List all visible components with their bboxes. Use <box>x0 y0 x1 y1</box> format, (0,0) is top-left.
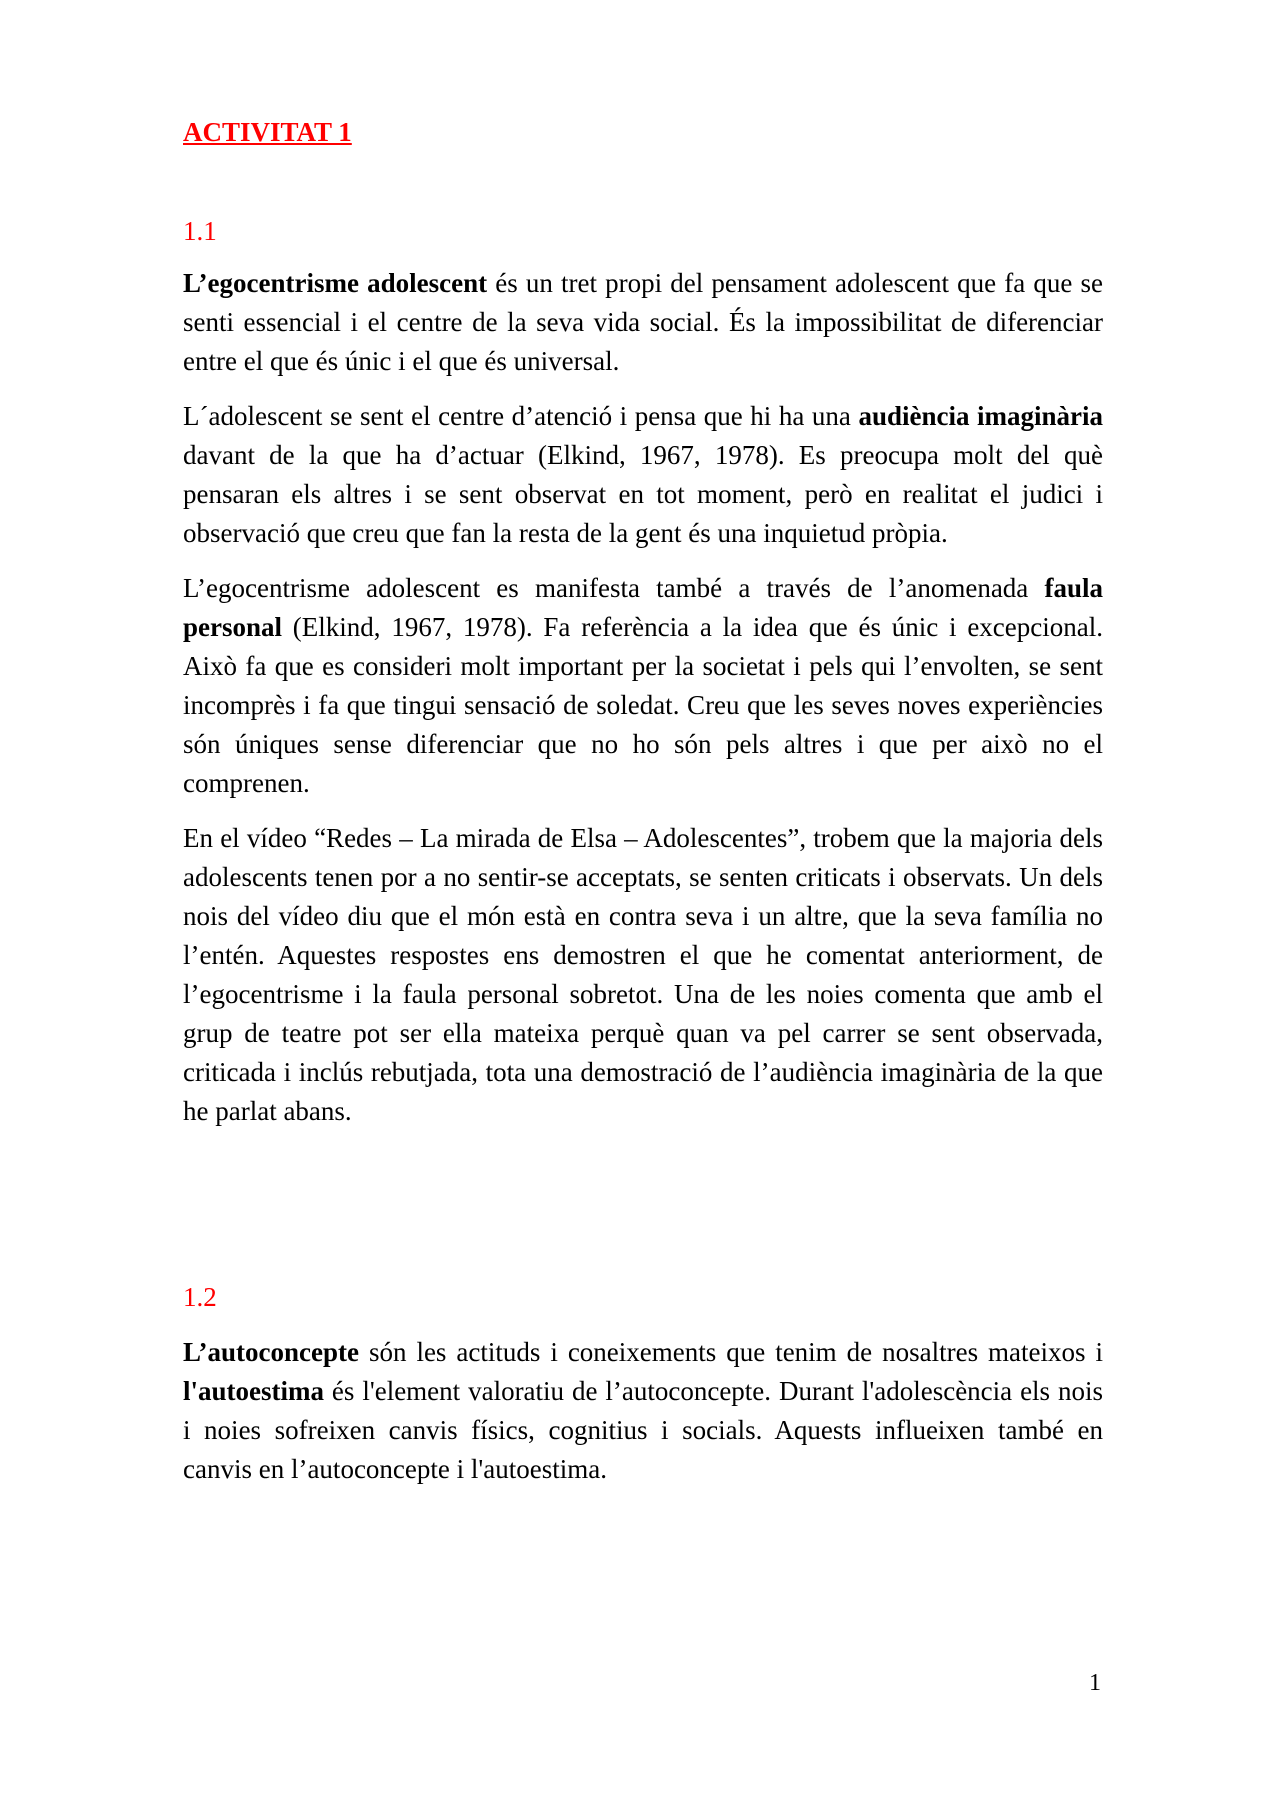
document-title: ACTIVITAT 1 <box>183 117 352 147</box>
paragraph-text: és un tret propi del pensament adolescent que fa que se senti essencial i el centre de la seva vida social. És la impossibilitat de diferenciar entre el que és únic i el que és universal. <box>183 268 1104 376</box>
paragraph-faula <box>183 569 1103 803</box>
term-audiencia-imaginaria: audiència imaginària <box>858 401 1104 431</box>
paragraph-text: és l'element valoratiu de l’autoconcepte. Durant l'adolescència els nois i noies sofreixen canvis físics, cognitius i socials. Aquests influeixen també en canvis en l’autoconcepte i l'autoestima. <box>183 1376 1103 1484</box>
term-autoconcepte: L’autoconcepte <box>183 1337 359 1367</box>
term-faula-personal: faula personal <box>183 573 1103 642</box>
paragraph-text: L´adolescent se sent el centre d’atenció i pensa que hi ha una <box>183 401 859 431</box>
paragraph-text: En el vídeo “Redes – La mirada de Elsa – Adolescentes”, trobem que la majoria dels adolescents tenen por a no sentir-se acceptats, se senten criticats i observats. Un dels nois del vídeo diu que el món està en contra seva i un altre, que la seva família no l’entén. Aquestes respostes ens demostren el que he comentat anteriorment, de l’egocentrisme i la faula personal sobretot. Una de les noies comenta que amb el grup de teatre pot ser ella mateixa perquè quan va pel carrer se sent observada, criticada i inclús rebutjada, tota una demostració de l’audiència imaginària de la que he parlat abans. <box>183 823 1103 1126</box>
page-content <box>183 116 1103 1489</box>
section-number-1-2: 1.2 <box>183 1282 217 1312</box>
page-number: 1 <box>1089 1670 1101 1696</box>
section-number-1-1: 1.1 <box>183 216 217 246</box>
paragraph-text: són les actituds i coneixements que tenim de nosaltres mateixos i <box>359 1337 1103 1367</box>
section-spacer <box>183 1131 1103 1281</box>
paragraph-autoconcepte <box>183 1333 1103 1489</box>
paragraph-audiencia <box>183 397 1103 553</box>
paragraph-text: davant de la que ha d’actuar (Elkind, 1967, 1978). Es preocupa molt del què pensaran els altres i se sent observat en tot moment, però en realitat el judici i observació que creu que fan la resta de la gent és una inquietud pròpia. <box>183 440 1103 548</box>
paragraph-text: (Elkind, 1967, 1978). Fa referència a la idea que és únic i excepcional. Això fa que es consideri molt important per la societat i pels qui l’envolten, se sent incomprès i fa que tingui sensació de soledat. Creu que les seves noves experiències són úniques sense diferenciar que no ho són pels altres i que per això no el comprenen. <box>183 612 1103 798</box>
term-egocentrisme: L’egocentrisme adolescent <box>183 268 488 298</box>
paragraph-text: L’egocentrisme adolescent es manifesta també a través de l’anomenada <box>183 573 1045 603</box>
term-autoestima: l'autoestima <box>183 1376 324 1406</box>
paragraph-egocentrisme <box>183 264 1103 381</box>
paragraph-video <box>183 819 1103 1131</box>
